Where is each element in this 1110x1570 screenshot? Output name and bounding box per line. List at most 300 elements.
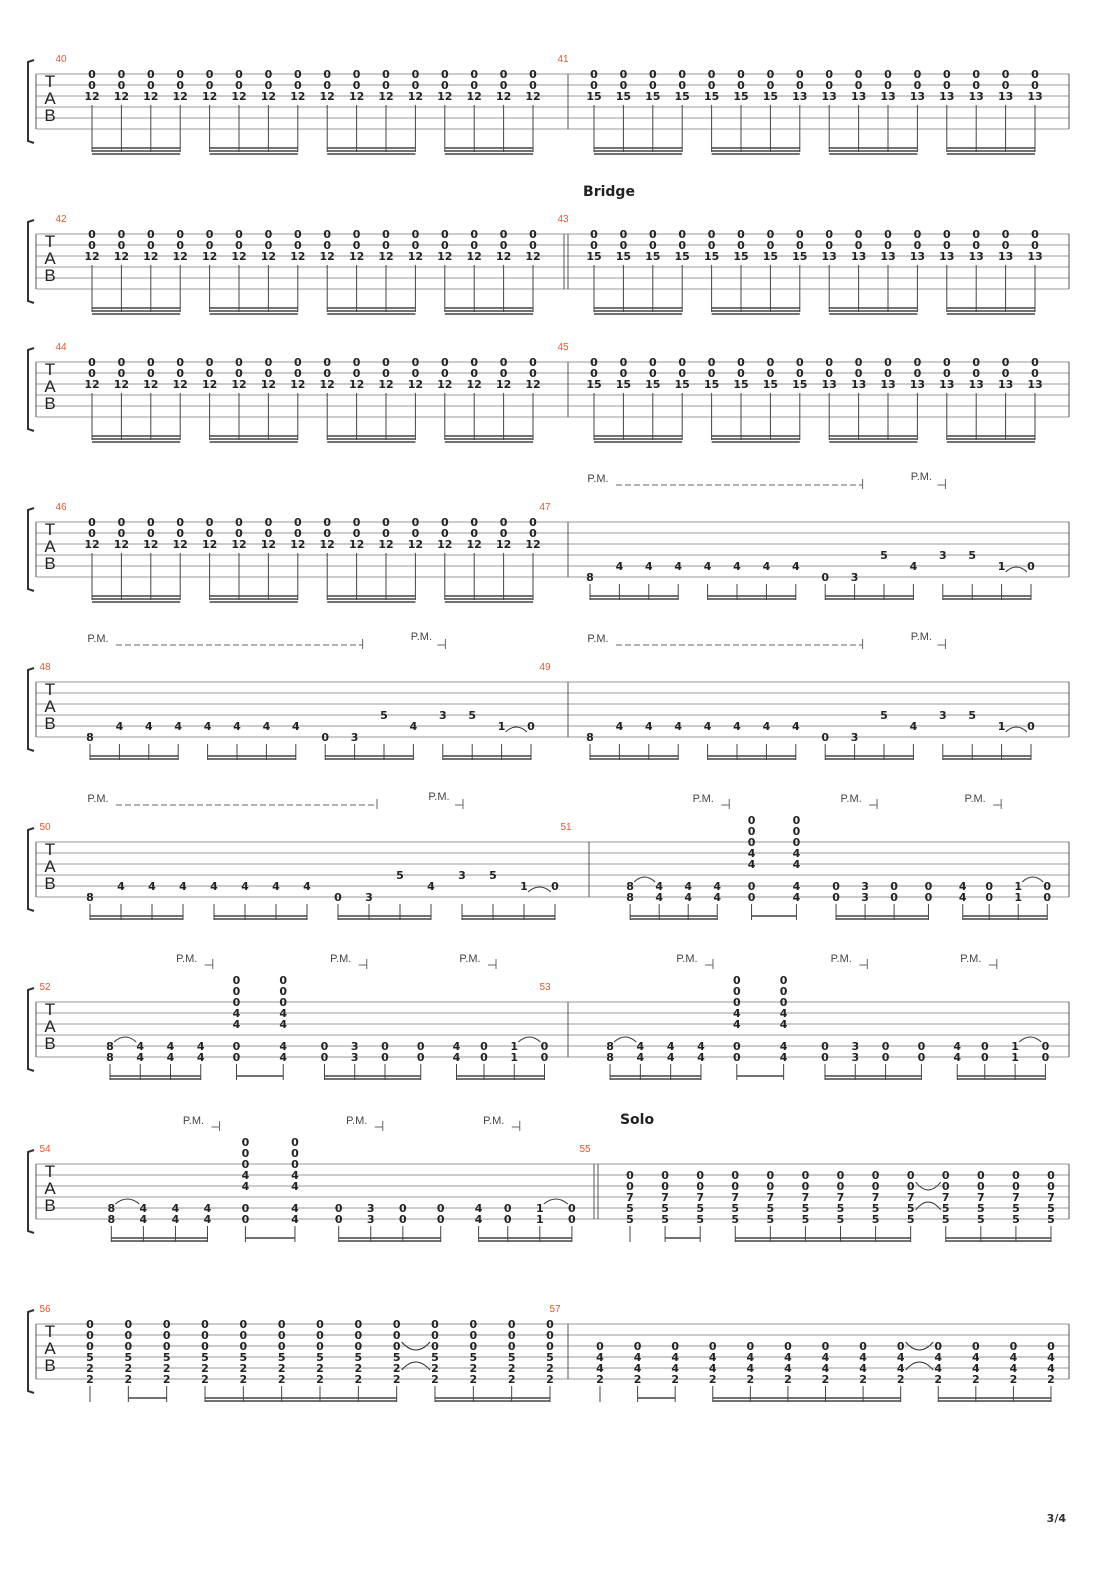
fret-number: 0 (766, 239, 775, 252)
system-bracket (28, 828, 34, 911)
tab-clef-letter: A (44, 697, 56, 716)
fret-number: 8 (586, 731, 594, 744)
fret-number: 5 (1012, 1202, 1020, 1215)
measure-number: 41 (557, 54, 569, 65)
fret-number: 4 (262, 720, 271, 733)
fret-number: 12 (466, 90, 482, 103)
fret-number: 0 (972, 367, 981, 380)
fret-number: 5 (801, 1213, 810, 1226)
fret-number: 0 (884, 356, 892, 369)
fret-number: 4 (671, 1351, 679, 1364)
fret-number: 0 (469, 1340, 478, 1353)
fret-number: 2 (277, 1362, 286, 1375)
fret-number: 0 (590, 367, 598, 380)
system-bracket (28, 348, 34, 431)
fret-number: 3 (438, 709, 447, 722)
fret-number: 0 (985, 891, 993, 904)
fret-number: 8 (107, 1202, 116, 1215)
fret-number: 0 (277, 1329, 286, 1342)
fret-number: 0 (323, 79, 332, 92)
fret-number: 4 (746, 1362, 755, 1375)
fret-number: 12 (84, 250, 100, 263)
fret-number: 0 (291, 1136, 299, 1149)
fret-number: 0 (232, 1051, 241, 1064)
fret-number: 0 (117, 367, 126, 380)
fret-number: 0 (176, 356, 185, 369)
fret-number: 0 (352, 527, 361, 540)
fret-number: 5 (469, 1351, 478, 1364)
fret-number: 0 (708, 1340, 717, 1353)
fret-number: 4 (821, 1362, 830, 1375)
fret-number: 0 (411, 79, 420, 92)
fret-number: 12 (525, 538, 541, 551)
fret-number: 12 (143, 538, 159, 551)
measure-number: 42 (55, 214, 67, 225)
fret-number: 4 (671, 1362, 679, 1375)
fret-number: 5 (277, 1351, 286, 1364)
fret-number: 0 (648, 367, 657, 380)
fret-number: 4 (136, 1040, 145, 1053)
fret-number: 0 (795, 68, 804, 81)
fret-number: 0 (117, 68, 126, 81)
fret-number: 4 (684, 891, 693, 904)
tab-clef-letter: A (44, 89, 56, 108)
fret-number: 12 (319, 538, 335, 551)
fret-number: 8 (606, 1040, 614, 1053)
fret-number: 0 (854, 79, 863, 92)
fret-number: 12 (466, 538, 482, 551)
fret-number: 4 (452, 1051, 461, 1064)
fret-number: 0 (440, 516, 449, 529)
fret-number: 12 (348, 378, 365, 391)
tab-clef-letter: B (44, 874, 56, 893)
fret-number: 4 (596, 1351, 604, 1364)
fret-number: 0 (1031, 239, 1039, 252)
section-label-solo: Solo (619, 1112, 655, 1128)
fret-number: 0 (732, 1051, 741, 1064)
fret-number: 4 (203, 1213, 212, 1226)
fret-number: 0 (431, 1329, 439, 1342)
palm-mute-label: P.M. (346, 1115, 368, 1127)
fret-number: 13 (880, 378, 896, 391)
fret-number: 4 (196, 1051, 205, 1064)
fret-number: 12 (113, 250, 130, 263)
fret-number: 4 (241, 1169, 250, 1182)
fret-number: 0 (766, 68, 775, 81)
fret-number: 12 (437, 90, 453, 103)
fret-number: 4 (655, 891, 663, 904)
palm-mute-label: P.M. (910, 631, 933, 643)
fret-number: 0 (176, 239, 185, 252)
measure-number: 54 (39, 1144, 51, 1155)
fret-number: 0 (648, 79, 657, 92)
fret-number: 2 (86, 1362, 94, 1375)
fret-number: 0 (527, 720, 535, 733)
fret-number: 0 (392, 1340, 401, 1353)
system-bracket (28, 60, 34, 143)
tab-clef-letter: T (44, 360, 56, 379)
fret-number: 5 (626, 1213, 634, 1226)
system-6 (28, 791, 1069, 920)
fret-number: 0 (264, 367, 273, 380)
fret-number: 0 (235, 527, 243, 540)
fret-number: 12 (348, 90, 365, 103)
fret-number: 0 (382, 356, 390, 369)
fret-number: 1 (1014, 880, 1023, 893)
fret-number: 0 (354, 1329, 363, 1342)
fret-number: 0 (766, 1180, 775, 1193)
fret-number: 0 (801, 1169, 810, 1182)
fret-number: 0 (546, 1340, 554, 1353)
fret-number: 3 (938, 549, 947, 562)
fret-number: 0 (235, 367, 243, 380)
fret-number: 0 (678, 228, 687, 241)
fret-number: 0 (470, 79, 479, 92)
fret-number: 0 (382, 239, 390, 252)
fret-number: 7 (661, 1191, 669, 1204)
fret-number: 5 (696, 1213, 704, 1226)
fret-number: 4 (644, 560, 653, 573)
fret-number: 4 (655, 880, 663, 893)
fret-number: 0 (707, 68, 716, 81)
system-bracket (28, 220, 34, 303)
fret-number: 5 (731, 1213, 740, 1226)
fret-number: 4 (684, 880, 693, 893)
page-number: 3/4 (1046, 1512, 1066, 1525)
fret-number: 0 (546, 1318, 554, 1331)
palm-mute-label: P.M. (330, 953, 352, 965)
fret-number: 0 (86, 1318, 94, 1331)
fret-number: 4 (272, 880, 280, 893)
fret-number: 0 (398, 1202, 407, 1215)
fret-number: 4 (117, 880, 125, 893)
fret-number: 0 (411, 356, 420, 369)
fret-number: 0 (398, 1213, 407, 1226)
fret-number: 15 (674, 378, 690, 391)
system-bracket (28, 508, 34, 591)
fret-number: 0 (884, 68, 892, 81)
tab-clef-letter: T (44, 520, 56, 539)
fret-number: 0 (529, 68, 537, 81)
fret-number: 4 (1009, 1362, 1018, 1375)
fret-number: 0 (747, 825, 756, 838)
fret-number: 4 (291, 1202, 299, 1215)
fret-number: 0 (241, 1147, 250, 1160)
fret-number: 0 (205, 356, 214, 369)
fret-number: 0 (232, 1040, 241, 1053)
fret-number: 4 (203, 720, 212, 733)
fret-number: 0 (821, 1340, 830, 1353)
fret-number: 15 (762, 378, 779, 391)
fret-number: 4 (232, 1018, 241, 1031)
measure-number: 40 (55, 54, 67, 65)
fret-number: 15 (645, 250, 661, 263)
fret-number: 7 (696, 1191, 704, 1204)
fret-number: 0 (980, 1051, 989, 1064)
fret-number: 0 (440, 356, 449, 369)
fret-number: 0 (795, 79, 804, 92)
fret-number: 0 (176, 516, 185, 529)
fret-number: 0 (854, 367, 863, 380)
fret-number: 4 (792, 847, 801, 860)
fret-number: 12 (143, 250, 159, 263)
fret-number: 0 (836, 1180, 845, 1193)
fret-number: 0 (590, 228, 598, 241)
fret-number: 0 (235, 68, 243, 81)
fret-number: 5 (316, 1351, 324, 1364)
fret-number: 0 (972, 228, 981, 241)
fret-number: 1 (1011, 1051, 1019, 1064)
fret-number: 4 (615, 720, 624, 733)
fret-number: 4 (713, 880, 722, 893)
tie-arc (1022, 877, 1043, 882)
fret-number: 0 (696, 1169, 704, 1182)
fret-number: 4 (291, 1180, 299, 1193)
fret-number: 4 (633, 1362, 642, 1375)
tie-arc (1006, 727, 1027, 732)
fret-number: 5 (766, 1213, 775, 1226)
tie-arc (1019, 1037, 1041, 1042)
tab-clef-letter: A (44, 1179, 56, 1198)
fret-number: 0 (264, 68, 273, 81)
system-4 (28, 471, 1069, 602)
fret-number: 12 (172, 90, 188, 103)
fret-number: 15 (703, 250, 720, 263)
fret-number: 2 (124, 1362, 133, 1375)
fret-number: 0 (323, 527, 332, 540)
fret-number: 0 (323, 516, 332, 529)
system-2 (28, 214, 1069, 314)
fret-number: 5 (696, 1202, 704, 1215)
fret-number: 0 (323, 68, 332, 81)
system-bracket (28, 1310, 34, 1393)
fret-number: 5 (968, 549, 977, 562)
measure-number: 48 (39, 662, 51, 673)
palm-mute-label: P.M. (830, 953, 852, 965)
fret-number: 0 (124, 1340, 133, 1353)
fret-number: 0 (884, 239, 892, 252)
fret-number: 0 (1043, 880, 1052, 893)
fret-number: 1 (997, 560, 1006, 573)
fret-number: 0 (1001, 228, 1010, 241)
palm-mute-label: P.M. (459, 953, 481, 965)
fret-number: 7 (766, 1191, 775, 1204)
fret-number: 4 (148, 880, 156, 893)
fret-number: 0 (1027, 560, 1035, 573)
fret-number: 12 (319, 90, 335, 103)
fret-number: 0 (279, 996, 288, 1009)
fret-number: 1 (997, 720, 1006, 733)
fret-number: 0 (440, 367, 449, 380)
fret-number: 13 (939, 250, 955, 263)
palm-mute-label: P.M. (964, 793, 986, 805)
fret-number: 1 (510, 1040, 519, 1053)
fret-number: 0 (86, 1340, 94, 1353)
fret-number: 2 (86, 1373, 94, 1386)
fret-number: 0 (737, 228, 745, 241)
measure-number: 44 (55, 342, 67, 353)
fret-number: 4 (821, 1351, 830, 1364)
fret-number: 4 (666, 1051, 675, 1064)
fret-number: 0 (176, 79, 185, 92)
fret-number: 12 (113, 90, 130, 103)
fret-number: 13 (821, 378, 837, 391)
fret-number: 0 (671, 1340, 679, 1353)
fret-number: 0 (825, 239, 834, 252)
fret-number: 4 (784, 1362, 792, 1375)
fret-number: 12 (290, 378, 306, 391)
fret-number: 5 (380, 709, 388, 722)
fret-number: 0 (884, 367, 892, 380)
fret-number: 0 (201, 1329, 209, 1342)
fret-number: 0 (381, 1051, 389, 1064)
fret-number: 0 (470, 516, 479, 529)
measure-number: 57 (549, 1304, 561, 1315)
palm-mute-label: P.M. (960, 953, 982, 965)
fret-number: 0 (293, 367, 302, 380)
fret-number: 0 (881, 1051, 890, 1064)
fret-number: 0 (766, 1169, 775, 1182)
fret-number: 13 (850, 378, 867, 391)
fret-number: 15 (733, 90, 749, 103)
fret-number: 0 (88, 68, 96, 81)
fret-number: 0 (825, 367, 834, 380)
fret-number: 4 (703, 720, 712, 733)
fret-number: 5 (431, 1351, 439, 1364)
fret-number: 0 (913, 79, 922, 92)
fret-number: 4 (713, 891, 722, 904)
fret-number: 12 (113, 378, 130, 391)
fret-number: 0 (825, 356, 834, 369)
fret-number: 13 (909, 378, 926, 391)
fret-number: 13 (939, 90, 955, 103)
measure-number: 55 (579, 1144, 591, 1155)
fret-number: 4 (909, 720, 918, 733)
fret-number: 0 (551, 880, 559, 893)
fret-number: 0 (906, 1169, 915, 1182)
fret-number: 0 (291, 1158, 299, 1171)
fret-number: 5 (124, 1351, 133, 1364)
fret-number: 0 (88, 516, 96, 529)
palm-mute-label: P.M. (587, 633, 609, 645)
fret-number: 4 (291, 1213, 299, 1226)
tab-clef-letter: A (44, 249, 56, 268)
fret-number: 0 (293, 356, 302, 369)
fret-number: 0 (264, 228, 273, 241)
fret-number: 12 (172, 378, 188, 391)
fret-number: 0 (619, 228, 628, 241)
fret-number: 0 (661, 1180, 669, 1193)
fret-number: 4 (644, 720, 653, 733)
fret-number: 4 (409, 720, 418, 733)
fret-number: 0 (293, 79, 302, 92)
fret-number: 4 (732, 1018, 741, 1031)
fret-number: 0 (352, 239, 361, 252)
fret-number: 12 (407, 90, 424, 103)
fret-number: 0 (316, 1329, 324, 1342)
tie-arc (115, 1199, 139, 1204)
fret-number: 4 (732, 1007, 741, 1020)
fret-number: 2 (507, 1362, 516, 1375)
fret-number: 8 (107, 1213, 116, 1226)
fret-number: 0 (205, 79, 214, 92)
fret-number: 4 (779, 1040, 788, 1053)
fret-number: 12 (348, 538, 365, 551)
fret-number: 0 (499, 79, 508, 92)
fret-number: 5 (941, 1213, 950, 1226)
fret-number: 3 (366, 1202, 375, 1215)
fret-number: 0 (507, 1340, 516, 1353)
fret-number: 5 (801, 1202, 810, 1215)
fret-number: 4 (115, 720, 124, 733)
fret-number: 0 (470, 228, 479, 241)
fret-number: 5 (871, 1213, 880, 1226)
fret-number: 4 (241, 1180, 250, 1193)
fret-number: 2 (1009, 1373, 1018, 1386)
fret-number: 4 (909, 560, 918, 573)
fret-number: 0 (239, 1340, 248, 1353)
fret-number: 0 (854, 356, 863, 369)
fret-number: 0 (507, 1318, 516, 1331)
fret-number: 0 (470, 239, 479, 252)
fret-number: 1 (510, 1051, 519, 1064)
fret-number: 4 (791, 720, 800, 733)
fret-number: 0 (416, 1040, 425, 1053)
fret-number: 5 (836, 1202, 845, 1215)
systems-layer (28, 54, 1069, 1402)
fret-number: 4 (279, 1040, 288, 1053)
fret-number: 2 (124, 1373, 133, 1386)
fret-number: 13 (968, 250, 984, 263)
fret-number: 0 (707, 356, 716, 369)
fret-number: 0 (382, 68, 390, 81)
system-bracket (28, 1150, 34, 1233)
fret-number: 12 (231, 538, 247, 551)
fret-number: 15 (733, 250, 749, 263)
fret-number: 0 (205, 527, 214, 540)
fret-number: 0 (1031, 68, 1039, 81)
fret-number: 0 (1047, 1340, 1055, 1353)
fret-number: 4 (171, 1213, 180, 1226)
fret-number: 12 (378, 538, 394, 551)
fret-number: 0 (985, 880, 993, 893)
fret-number: 8 (626, 880, 634, 893)
fret-number: 0 (859, 1340, 867, 1353)
fret-number: 0 (146, 68, 155, 81)
fret-number: 5 (396, 869, 404, 882)
fret-number: 3 (851, 1040, 860, 1053)
tie-arc (634, 877, 655, 882)
tab-clef-letter: B (44, 106, 56, 125)
fret-number: 0 (162, 1318, 171, 1331)
fret-number: 0 (871, 1169, 880, 1182)
fret-number: 0 (291, 1147, 299, 1160)
fret-number: 0 (293, 516, 302, 529)
fret-number: 0 (881, 1040, 890, 1053)
palm-mute-label: P.M. (910, 471, 933, 483)
fret-number: 5 (661, 1213, 669, 1226)
fret-number: 0 (146, 239, 155, 252)
fret-number: 12 (378, 90, 394, 103)
fret-number: 0 (661, 1169, 669, 1182)
fret-number: 0 (320, 1040, 329, 1053)
fret-number: 4 (596, 1362, 604, 1375)
fret-number: 0 (747, 891, 756, 904)
fret-number: 7 (977, 1191, 985, 1204)
fret-number: 0 (88, 228, 96, 241)
fret-number: 0 (381, 1040, 389, 1053)
fret-number: 0 (540, 1040, 549, 1053)
